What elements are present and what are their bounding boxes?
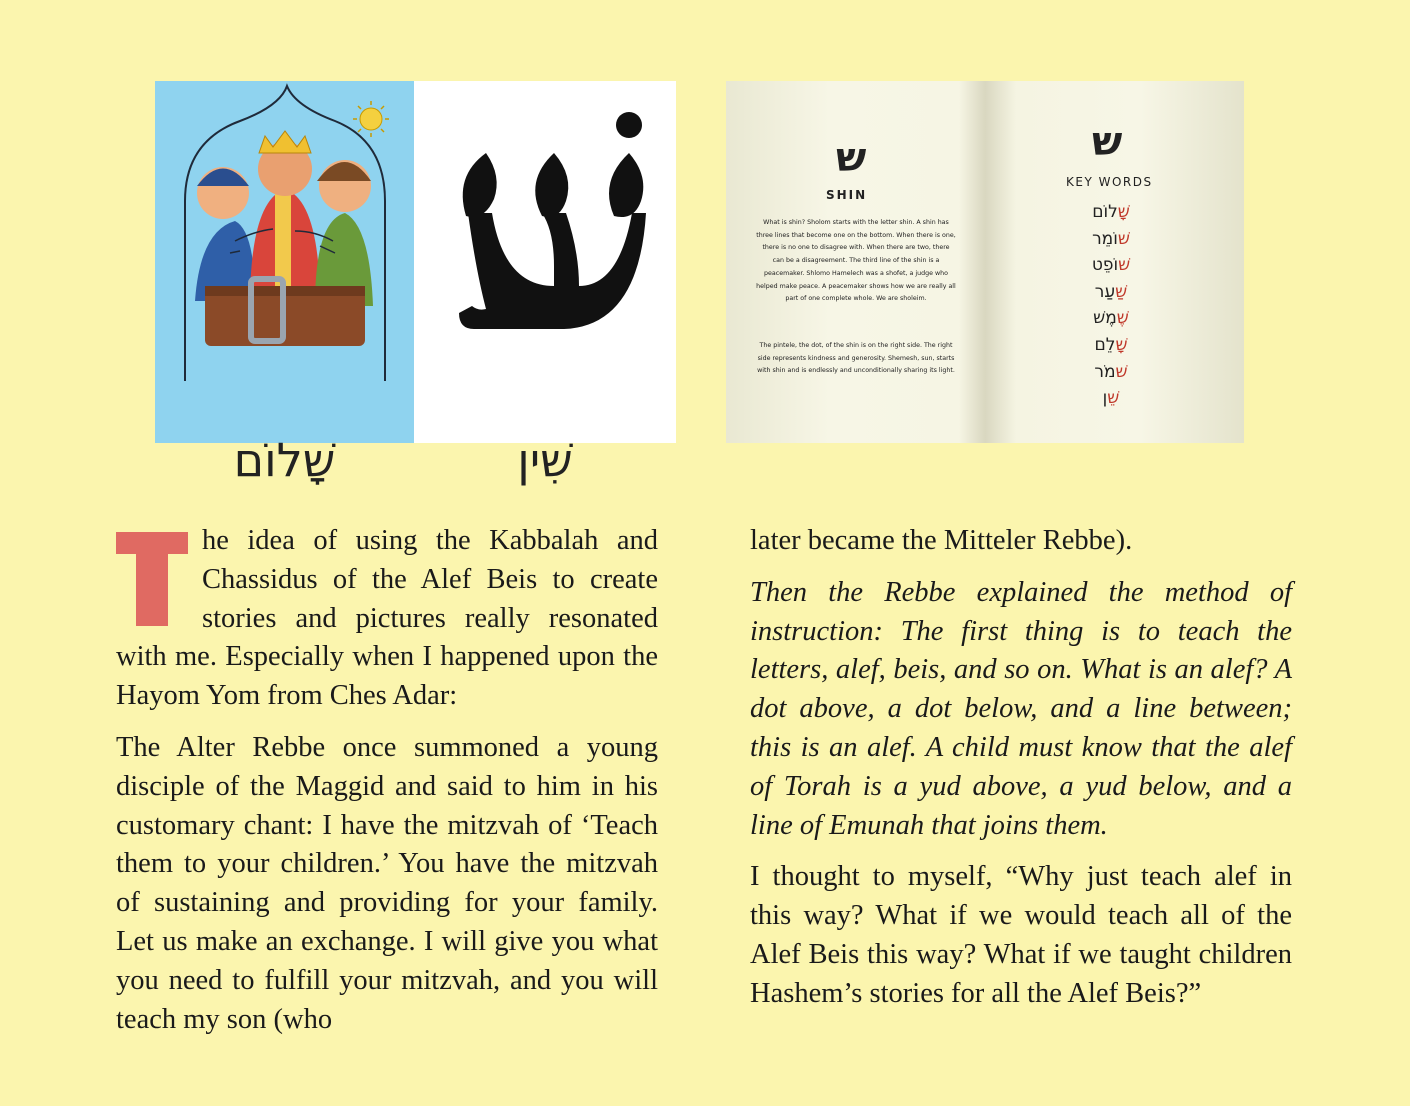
book-right-letter: ש	[1092, 119, 1123, 165]
book-left-paragraph-2: The pintele, the dot, of the shin is on the right side. The right side represents kindness and generosity. Shemesh, sun, starts with shin and is endlessly and unconditionally sharing its light.	[757, 342, 955, 375]
shin-letter-graphic	[414, 81, 676, 443]
shin-letter-card	[414, 81, 676, 487]
key-word-item: שֶׁמֶשׁ	[1093, 308, 1129, 329]
key-word-item: שֵׁן	[1102, 388, 1120, 409]
key-word-item: שׁוֹמֵר	[1092, 228, 1130, 249]
continuation-paragraph: later became the Mitteler Rebbe).	[750, 525, 1133, 556]
shalom-word: שָׁלוֹם	[233, 433, 336, 487]
key-words-list	[1076, 199, 1146, 412]
story-paragraph: The Alter Rebbe once summoned a young disciple of the Maggid and said to him in his customary chant: I have the mitzvah of ‘Teach them to your children.’ You have the mitzvah of sustaining and providing for your family. Let us make an exchange. I will give you what you need to fulfill your mitzvah, and you will teach my son (who	[116, 731, 658, 1035]
left-text-column	[116, 522, 658, 1052]
right-text-column	[750, 522, 1292, 1027]
book-left-letter: ש	[836, 135, 867, 181]
key-word-item: שָׁלֵם	[1094, 334, 1128, 355]
shalom-illustration	[155, 81, 414, 487]
key-word-item: שַׁעַר	[1094, 281, 1128, 302]
key-word-item: שָׁלוֹם	[1092, 202, 1130, 222]
key-word-item: שׁוֹפֵט	[1091, 255, 1131, 276]
book-left-paragraph-1: What is shin? Sholom starts with the letter shin. A shin has three lines that become one on the bottom. When there is one, there is no one to disagree with. When there are two, there can be a disagreement. The third line of the shin is a peacemaker. Shlomo Hamelech was a shofet, a judge who helped make peace. A peacemaker shows how we are really all part of one complete whole. We are sholeim.	[756, 219, 956, 303]
reflection-paragraph: I thought to myself, “Why just teach alef in this way? What if we would teach all of the Alef Beis this way? What if we taught children Hashem’s stories for all the Alef Beis?”	[750, 861, 1292, 1009]
book-left-label: SHIN	[826, 188, 868, 202]
open-book-image	[726, 81, 1244, 443]
key-word-item: שׁמֹר	[1094, 361, 1128, 382]
drop-cap	[116, 532, 188, 628]
key-words-heading: KEY WORDS	[1066, 175, 1153, 189]
shin-word: שִׁין	[517, 433, 573, 487]
quote-paragraph: Then the Rebbe explained the method of instruction: The first thing is to teach the letters, alef, beis, and so on. What is an alef? A dot above, a dot below, and a line between; this is an alef. A child must know that the alef of Torah is a yud above, a yud below, and a line of Emunah that joins them.	[750, 576, 1292, 841]
three-children-illustration	[155, 81, 414, 443]
intro-text: he idea of using the Kabbalah and Chassidus of the Alef Beis to create stories and pictures really resonated with me. Especially when I happened upon the Hayom Yom from Ches Adar:	[116, 525, 658, 712]
intro-paragraph	[116, 522, 658, 716]
